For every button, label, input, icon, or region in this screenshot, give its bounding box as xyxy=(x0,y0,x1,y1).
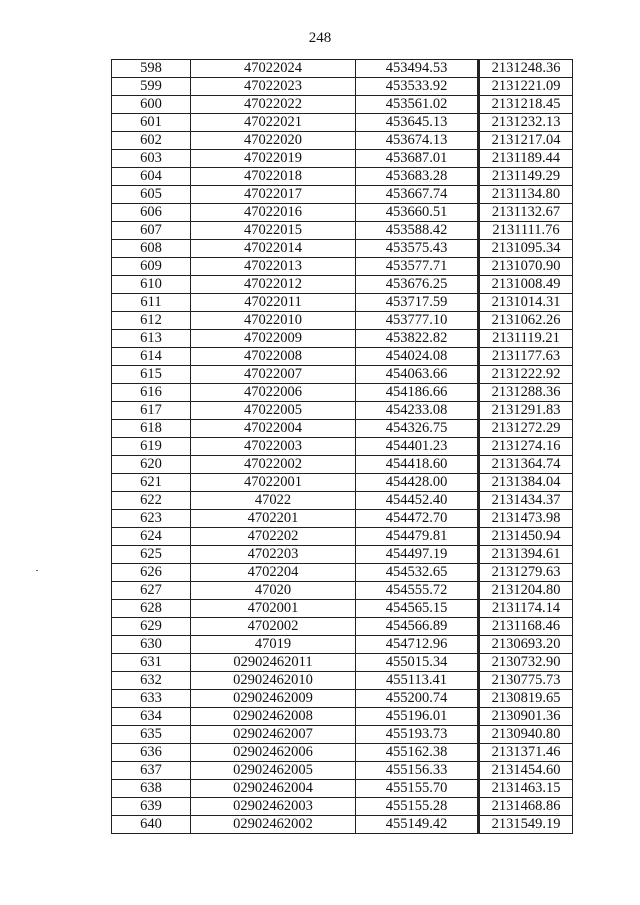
table-row xyxy=(112,420,573,438)
x-coordinate-cell: 453575.43 xyxy=(356,240,479,258)
table-row xyxy=(112,366,573,384)
y-coordinate-cell: 2131070.90 xyxy=(479,258,573,276)
point-code-cell: 02902462009 xyxy=(191,690,356,708)
x-coordinate-cell: 453676.25 xyxy=(356,276,479,294)
row-index-cell: 621 xyxy=(112,474,191,492)
y-coordinate-cell: 2131217.04 xyxy=(479,132,573,150)
row-index-cell: 638 xyxy=(112,780,191,798)
x-coordinate-cell: 455155.28 xyxy=(356,798,479,816)
point-code-cell: 02902462010 xyxy=(191,672,356,690)
y-coordinate-cell: 2131272.29 xyxy=(479,420,573,438)
table-row xyxy=(112,726,573,744)
x-coordinate-cell: 455156.33 xyxy=(356,762,479,780)
table-row xyxy=(112,258,573,276)
table-row xyxy=(112,132,573,150)
x-coordinate-cell: 453674.13 xyxy=(356,132,479,150)
y-coordinate-cell: 2131434.37 xyxy=(479,492,573,510)
x-coordinate-cell: 454452.40 xyxy=(356,492,479,510)
y-coordinate-cell: 2130732.90 xyxy=(479,654,573,672)
y-coordinate-cell: 2131454.60 xyxy=(479,762,573,780)
x-coordinate-cell: 454418.60 xyxy=(356,456,479,474)
table-body xyxy=(112,60,573,834)
y-coordinate-cell: 2131132.67 xyxy=(479,204,573,222)
y-coordinate-cell: 2131134.80 xyxy=(479,186,573,204)
y-coordinate-cell: 2131149.29 xyxy=(479,168,573,186)
x-coordinate-cell: 454233.08 xyxy=(356,402,479,420)
point-code-cell: 4702204 xyxy=(191,564,356,582)
table-row xyxy=(112,636,573,654)
row-index-cell: 609 xyxy=(112,258,191,276)
table-row xyxy=(112,762,573,780)
y-coordinate-cell: 2131008.49 xyxy=(479,276,573,294)
point-code-cell: 02902462004 xyxy=(191,780,356,798)
table-row xyxy=(112,276,573,294)
row-index-cell: 604 xyxy=(112,168,191,186)
x-coordinate-cell: 453683.28 xyxy=(356,168,479,186)
row-index-cell: 612 xyxy=(112,312,191,330)
point-code-cell: 47022024 xyxy=(191,60,356,78)
x-coordinate-cell: 454326.75 xyxy=(356,420,479,438)
row-index-cell: 606 xyxy=(112,204,191,222)
row-index-cell: 599 xyxy=(112,78,191,96)
y-coordinate-cell: 2131168.46 xyxy=(479,618,573,636)
row-index-cell: 616 xyxy=(112,384,191,402)
row-index-cell: 629 xyxy=(112,618,191,636)
point-code-cell: 47022006 xyxy=(191,384,356,402)
table-row xyxy=(112,618,573,636)
y-coordinate-cell: 2131279.63 xyxy=(479,564,573,582)
point-code-cell: 47022010 xyxy=(191,312,356,330)
x-coordinate-cell: 454532.65 xyxy=(356,564,479,582)
table-row xyxy=(112,384,573,402)
table-row xyxy=(112,222,573,240)
row-index-cell: 624 xyxy=(112,528,191,546)
point-code-cell: 47022005 xyxy=(191,402,356,420)
x-coordinate-cell: 453687.01 xyxy=(356,150,479,168)
table-row xyxy=(112,294,573,312)
point-code-cell: 02902462006 xyxy=(191,744,356,762)
x-coordinate-cell: 453660.51 xyxy=(356,204,479,222)
point-code-cell: 02902462002 xyxy=(191,816,356,834)
table-row xyxy=(112,402,573,420)
y-coordinate-cell: 2131549.19 xyxy=(479,816,573,834)
x-coordinate-cell: 453561.02 xyxy=(356,96,479,114)
table-row xyxy=(112,528,573,546)
x-coordinate-cell: 454712.96 xyxy=(356,636,479,654)
x-coordinate-cell: 453645.13 xyxy=(356,114,479,132)
point-code-cell: 4702202 xyxy=(191,528,356,546)
point-code-cell: 47022019 xyxy=(191,150,356,168)
y-coordinate-cell: 2131222.92 xyxy=(479,366,573,384)
x-coordinate-cell: 454565.15 xyxy=(356,600,479,618)
row-index-cell: 626 xyxy=(112,564,191,582)
y-coordinate-cell: 2131221.09 xyxy=(479,78,573,96)
x-coordinate-cell: 455162.38 xyxy=(356,744,479,762)
scan-artifact xyxy=(36,570,38,571)
row-index-cell: 625 xyxy=(112,546,191,564)
y-coordinate-cell: 2131218.45 xyxy=(479,96,573,114)
row-index-cell: 639 xyxy=(112,798,191,816)
x-coordinate-cell: 453667.74 xyxy=(356,186,479,204)
table-row xyxy=(112,690,573,708)
point-code-cell: 47019 xyxy=(191,636,356,654)
row-index-cell: 627 xyxy=(112,582,191,600)
y-coordinate-cell: 2131014.31 xyxy=(479,294,573,312)
row-index-cell: 598 xyxy=(112,60,191,78)
x-coordinate-cell: 455196.01 xyxy=(356,708,479,726)
y-coordinate-cell: 2131174.14 xyxy=(479,600,573,618)
table-row xyxy=(112,582,573,600)
row-index-cell: 618 xyxy=(112,420,191,438)
x-coordinate-cell: 453777.10 xyxy=(356,312,479,330)
point-code-cell: 47022022 xyxy=(191,96,356,114)
x-coordinate-cell: 455113.41 xyxy=(356,672,479,690)
row-index-cell: 607 xyxy=(112,222,191,240)
x-coordinate-cell: 453494.53 xyxy=(356,60,479,78)
point-code-cell: 47022015 xyxy=(191,222,356,240)
y-coordinate-cell: 2131364.74 xyxy=(479,456,573,474)
table-row xyxy=(112,186,573,204)
row-index-cell: 635 xyxy=(112,726,191,744)
point-code-cell: 47022018 xyxy=(191,168,356,186)
point-code-cell: 47022007 xyxy=(191,366,356,384)
x-coordinate-cell: 454024.08 xyxy=(356,348,479,366)
point-code-cell: 4702203 xyxy=(191,546,356,564)
row-index-cell: 632 xyxy=(112,672,191,690)
y-coordinate-cell: 2130819.65 xyxy=(479,690,573,708)
point-code-cell: 47022011 xyxy=(191,294,356,312)
point-code-cell: 4702002 xyxy=(191,618,356,636)
row-index-cell: 633 xyxy=(112,690,191,708)
table-row xyxy=(112,474,573,492)
point-code-cell: 02902462007 xyxy=(191,726,356,744)
y-coordinate-cell: 2131288.36 xyxy=(479,384,573,402)
x-coordinate-cell: 453717.59 xyxy=(356,294,479,312)
y-coordinate-cell: 2131450.94 xyxy=(479,528,573,546)
point-code-cell: 47022014 xyxy=(191,240,356,258)
table-row xyxy=(112,672,573,690)
point-code-cell: 4702201 xyxy=(191,510,356,528)
x-coordinate-cell: 454566.89 xyxy=(356,618,479,636)
y-coordinate-cell: 2130940.80 xyxy=(479,726,573,744)
point-code-cell: 02902462003 xyxy=(191,798,356,816)
table-row xyxy=(112,240,573,258)
x-coordinate-cell: 455015.34 xyxy=(356,654,479,672)
y-coordinate-cell: 2130693.20 xyxy=(479,636,573,654)
row-index-cell: 622 xyxy=(112,492,191,510)
coordinates-table xyxy=(111,59,573,834)
point-code-cell: 47022004 xyxy=(191,420,356,438)
row-index-cell: 620 xyxy=(112,456,191,474)
y-coordinate-cell: 2131274.16 xyxy=(479,438,573,456)
row-index-cell: 631 xyxy=(112,654,191,672)
x-coordinate-cell: 455155.70 xyxy=(356,780,479,798)
x-coordinate-cell: 453588.42 xyxy=(356,222,479,240)
row-index-cell: 617 xyxy=(112,402,191,420)
row-index-cell: 603 xyxy=(112,150,191,168)
x-coordinate-cell: 454555.72 xyxy=(356,582,479,600)
row-index-cell: 619 xyxy=(112,438,191,456)
x-coordinate-cell: 454063.66 xyxy=(356,366,479,384)
y-coordinate-cell: 2131111.76 xyxy=(479,222,573,240)
y-coordinate-cell: 2131177.63 xyxy=(479,348,573,366)
table-row xyxy=(112,708,573,726)
x-coordinate-cell: 454401.23 xyxy=(356,438,479,456)
x-coordinate-cell: 455200.74 xyxy=(356,690,479,708)
y-coordinate-cell: 2131473.98 xyxy=(479,510,573,528)
row-index-cell: 623 xyxy=(112,510,191,528)
point-code-cell: 02902462011 xyxy=(191,654,356,672)
row-index-cell: 637 xyxy=(112,762,191,780)
table-row xyxy=(112,168,573,186)
point-code-cell: 47022023 xyxy=(191,78,356,96)
point-code-cell: 47022012 xyxy=(191,276,356,294)
y-coordinate-cell: 2131189.44 xyxy=(479,150,573,168)
row-index-cell: 610 xyxy=(112,276,191,294)
table-row xyxy=(112,60,573,78)
point-code-cell: 02902462005 xyxy=(191,762,356,780)
y-coordinate-cell: 2131394.61 xyxy=(479,546,573,564)
point-code-cell: 47020 xyxy=(191,582,356,600)
row-index-cell: 611 xyxy=(112,294,191,312)
point-code-cell: 47022009 xyxy=(191,330,356,348)
x-coordinate-cell: 453822.82 xyxy=(356,330,479,348)
x-coordinate-cell: 454428.00 xyxy=(356,474,479,492)
table-row xyxy=(112,456,573,474)
table-row xyxy=(112,312,573,330)
y-coordinate-cell: 2131291.83 xyxy=(479,402,573,420)
point-code-cell: 02902462008 xyxy=(191,708,356,726)
x-coordinate-cell: 454186.66 xyxy=(356,384,479,402)
row-index-cell: 600 xyxy=(112,96,191,114)
row-index-cell: 613 xyxy=(112,330,191,348)
table-row xyxy=(112,438,573,456)
table-row xyxy=(112,96,573,114)
y-coordinate-cell: 2131248.36 xyxy=(479,60,573,78)
table-row xyxy=(112,564,573,582)
point-code-cell: 47022003 xyxy=(191,438,356,456)
point-code-cell: 47022016 xyxy=(191,204,356,222)
row-index-cell: 615 xyxy=(112,366,191,384)
y-coordinate-cell: 2131371.46 xyxy=(479,744,573,762)
page-number: 248 xyxy=(308,30,332,46)
x-coordinate-cell: 455193.73 xyxy=(356,726,479,744)
y-coordinate-cell: 2131463.15 xyxy=(479,780,573,798)
table-row xyxy=(112,816,573,834)
table-row xyxy=(112,654,573,672)
table-row xyxy=(112,78,573,96)
row-index-cell: 608 xyxy=(112,240,191,258)
table-row xyxy=(112,150,573,168)
row-index-cell: 640 xyxy=(112,816,191,834)
row-index-cell: 636 xyxy=(112,744,191,762)
x-coordinate-cell: 454472.70 xyxy=(356,510,479,528)
table-row xyxy=(112,600,573,618)
row-index-cell: 605 xyxy=(112,186,191,204)
table-row xyxy=(112,114,573,132)
x-coordinate-cell: 454479.81 xyxy=(356,528,479,546)
point-code-cell: 47022021 xyxy=(191,114,356,132)
table-row xyxy=(112,348,573,366)
point-code-cell: 4702001 xyxy=(191,600,356,618)
row-index-cell: 634 xyxy=(112,708,191,726)
table-row xyxy=(112,204,573,222)
table-row xyxy=(112,492,573,510)
y-coordinate-cell: 2131232.13 xyxy=(479,114,573,132)
y-coordinate-cell: 2131204.80 xyxy=(479,582,573,600)
y-coordinate-cell: 2131062.26 xyxy=(479,312,573,330)
y-coordinate-cell: 2130775.73 xyxy=(479,672,573,690)
table-row xyxy=(112,510,573,528)
table-row xyxy=(112,546,573,564)
point-code-cell: 47022013 xyxy=(191,258,356,276)
row-index-cell: 630 xyxy=(112,636,191,654)
table-row xyxy=(112,780,573,798)
table-row xyxy=(112,798,573,816)
x-coordinate-cell: 453577.71 xyxy=(356,258,479,276)
point-code-cell: 47022008 xyxy=(191,348,356,366)
y-coordinate-cell: 2131468.86 xyxy=(479,798,573,816)
x-coordinate-cell: 455149.42 xyxy=(356,816,479,834)
row-index-cell: 602 xyxy=(112,132,191,150)
row-index-cell: 628 xyxy=(112,600,191,618)
y-coordinate-cell: 2131384.04 xyxy=(479,474,573,492)
point-code-cell: 47022 xyxy=(191,492,356,510)
table-row xyxy=(112,330,573,348)
y-coordinate-cell: 2130901.36 xyxy=(479,708,573,726)
table-row xyxy=(112,744,573,762)
point-code-cell: 47022020 xyxy=(191,132,356,150)
point-code-cell: 47022001 xyxy=(191,474,356,492)
point-code-cell: 47022017 xyxy=(191,186,356,204)
x-coordinate-cell: 453533.92 xyxy=(356,78,479,96)
y-coordinate-cell: 2131119.21 xyxy=(479,330,573,348)
row-index-cell: 614 xyxy=(112,348,191,366)
point-code-cell: 47022002 xyxy=(191,456,356,474)
x-coordinate-cell: 454497.19 xyxy=(356,546,479,564)
y-coordinate-cell: 2131095.34 xyxy=(479,240,573,258)
row-index-cell: 601 xyxy=(112,114,191,132)
